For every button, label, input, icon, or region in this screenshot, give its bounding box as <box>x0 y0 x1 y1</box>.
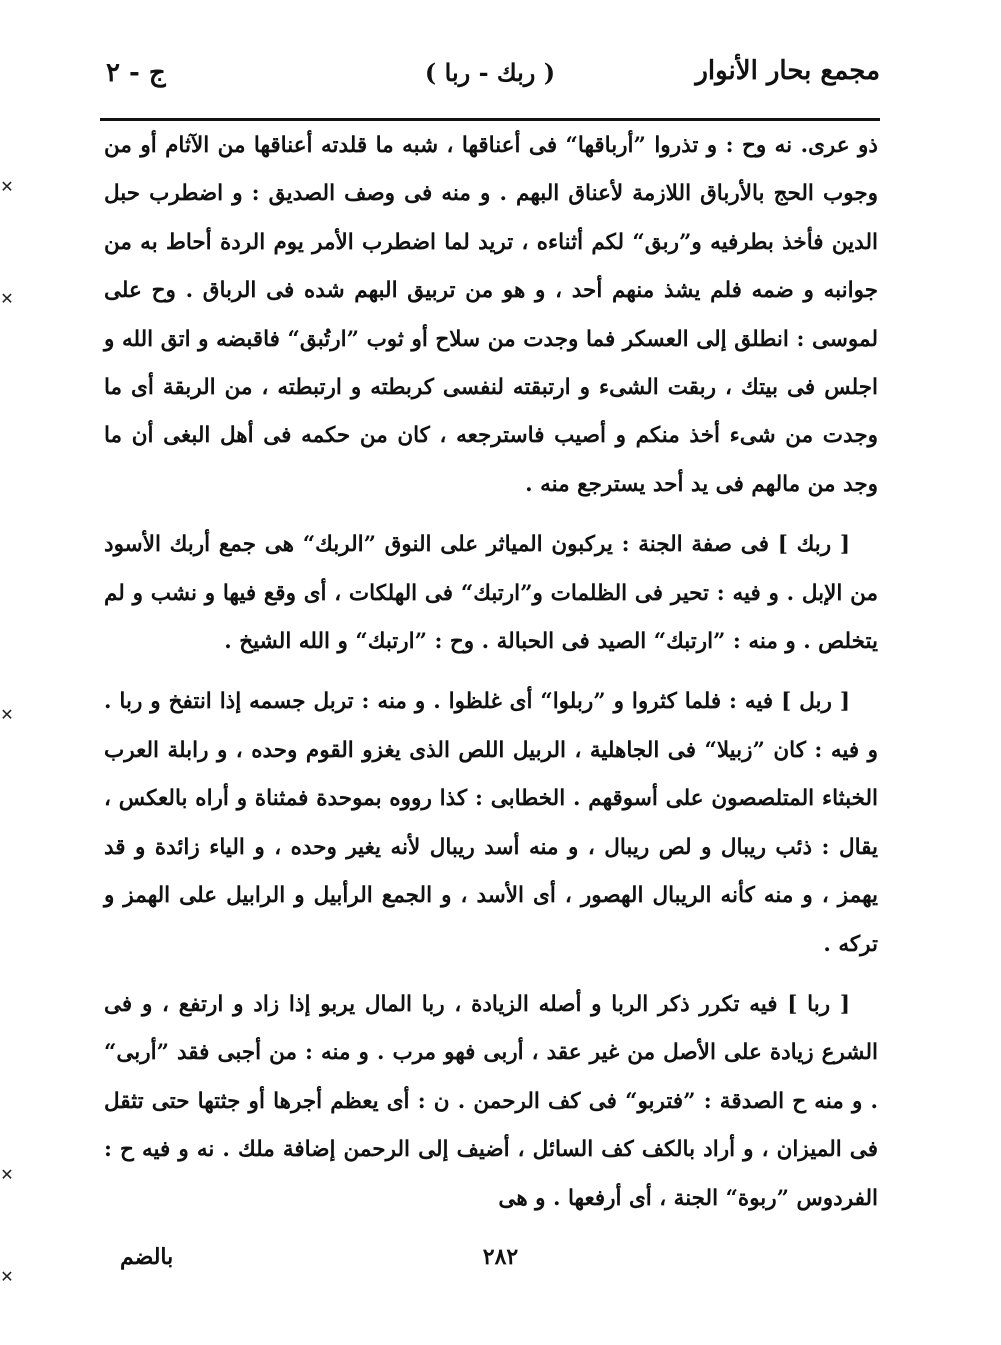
book-title: مجمع بحار الأنوار <box>695 56 880 86</box>
margin-cross-mark-icon: ✕ <box>0 1267 14 1286</box>
entry-rabak: [ ربك ] فى صفة الجنة : يركبون المياثر على النوق ”الربك“ هى جمع أربك الأسود من الإبل . و فيه : تحير فى الظلمات و”ارتبك“ فى الهلكات ، أى وقع فيها و نشب و لم يتخلص . و منه : ”ارتبك“ الصيد فى الحبالة . وح : ”ارتبك“ و الله الشيخ . <box>104 532 878 655</box>
margin-cross-mark-icon: ✕ <box>0 1165 14 1184</box>
margin-cross-mark-icon: ✕ <box>0 289 14 308</box>
header-rule <box>100 118 880 121</box>
page-header <box>100 50 880 110</box>
page-body <box>104 122 878 1223</box>
page-number: ٢٨٢ <box>482 1244 519 1270</box>
paragraph-continuation: ذو عرى. نه وح : و تذروا ”أرباقها“ فى أعناقها ، شبه ما قلدته أعناقها من الآثام أو من وجوب الحج بالأرباق اللازمة لأعناق البهم . و منه فى وصف الصديق : و اضطرب حبل الدين فأخذ بطرفيه و”ربق“ لكم أثناءه ، تريد لما اضطرب الأمر يوم الردة أحاط به من جوانبه و ضمه فلم يشذ منهم أحد ، و هو من تربيق البهم شده فى الرباق . وح على لموسى : انطلق إلى العسكر فما وجدت من سلاح أو ثوب ”ارتُبق“ فاقبضه و اتق الله و اجلس فى بيتك ، ربقت الشىء و ارتبقته لنفسى كربطته و ارتبطته ، من الربقة أى ما وجدت من شىء أخذ منكم و أصيب فاسترجعه ، كان من حكمه فى أهل البغى أن ما وجد من مالهم فى يد أحد يسترجع منه . <box>104 133 878 497</box>
catchword: بالضم <box>120 1244 174 1270</box>
margin-cross-mark-icon: ✕ <box>0 705 14 724</box>
volume-number: ج - ٢ <box>106 58 166 88</box>
entry-riba: [ ربا ] فيه تكرر ذكر الربا و أصله الزيادة ، ربا المال يربو إذا زاد و ارتفع ، و فى الشرع زيادة على الأصل من غير عقد ، أربى فهو مرب . و منه : من أجبى فقد ”أربى“ . و منه ح الصدقة : ”فتربو“ فى كف الرحمن . ن : أى يعظم أجرها أو جثتها حتى تثقل فى الميزان ، و أراد بالكف كف السائل ، أضيف إلى الرحمن إضافة ملك . نه و فيه ح : الفردوس ”ربوة“ الجنة ، أى أرفعها . و هى <box>104 991 878 1211</box>
entry-rabal: [ ربل ] فيه : فلما كثروا و ”ربلوا“ أى غلظوا . و منه : تربل جسمه إذا انتفخ و ربا . و فيه : كان ”زبيلا“ فى الجاهلية ، الربيل اللص الذى يغزو القوم وحده ، و رابلة العرب الخبثاء المتلصصون على أسوقهم . الخطابى : كذا رووه بموحدة فمثناة و أراه بالعكس ، يقال : ذئب ريبال و لص ريبال ، و منه أسد ريبال لأنه يغير وحده ، و الياء زائدة و قد يهمز ، و منه كأنه الريبال الهصور ، أى الأسد ، و الجمع الرأبيل و الرابيل على الهمز و تركه . <box>104 689 878 957</box>
section-range: ( ربك - ربا ) <box>424 58 556 87</box>
margin-cross-mark-icon: ✕ <box>0 177 14 196</box>
